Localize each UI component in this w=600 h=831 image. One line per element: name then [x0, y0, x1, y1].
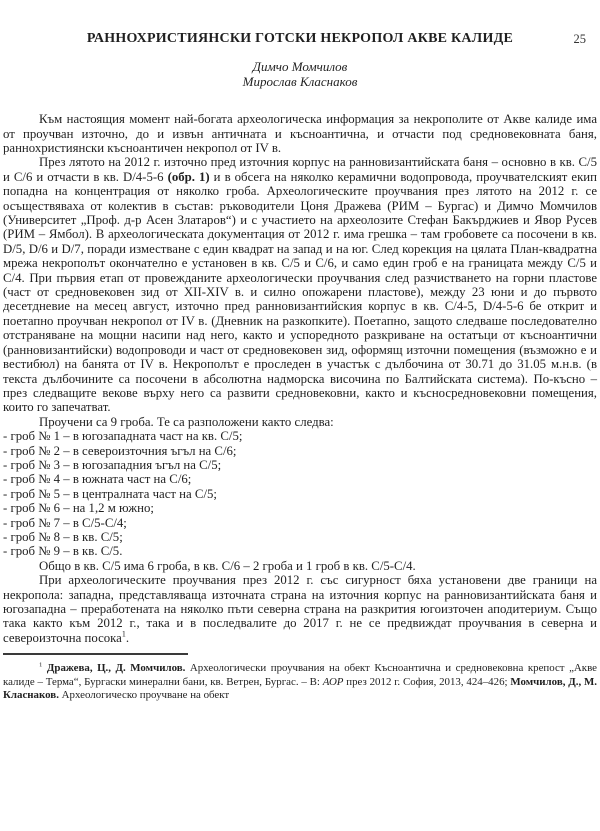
text-run: - гроб № 7 – в С/5-С/4;	[3, 515, 127, 530]
text-run: - гроб № 2 – в североизточния ъгъл на С/6;	[3, 443, 237, 458]
text-run: - гроб № 9 – в кв. С/5.	[3, 544, 123, 559]
text-run: - гроб № 3 – в югозападния ъгъл на С/5;	[3, 457, 222, 472]
body-paragraph	[3, 559, 597, 573]
grave-list-item	[3, 530, 597, 544]
text-run: Проучени са 9 гроба. Те са разположени както следва:	[39, 414, 334, 429]
page-number: 25	[573, 32, 586, 46]
text-run: през 2012 г. София, 2013, 424–426;	[343, 675, 511, 688]
text-run: - гроб № 5 – в централната част на С/5;	[3, 486, 217, 501]
footnote-text	[3, 662, 597, 703]
text-run: - гроб № 8 – в кв. С/5;	[3, 529, 123, 544]
text-run: През лятото на 2012 г. източно пред източния корпус на ранновизантийската баня – основно в кв. С/5 и С/6 и отчасти в кв. D/4-5-6	[3, 155, 597, 184]
text-run: Към настоящия момент най-богата археологическа информация за некрополите от Акве калиде има от проучван източно, до и извън античната и късноантична, и отчасти под средновековната баня, раннохристиянски късноантичен некропол от IV в.	[3, 112, 597, 155]
grave-list-item	[3, 429, 597, 443]
author-name: Мирослав Класнаков	[242, 73, 358, 89]
grave-list-item	[3, 444, 597, 458]
text-run: АОР	[322, 675, 344, 688]
article-title: РАННОХРИСТИЯНСКИ ГОТСКИ НЕКРОПОЛ АКВЕ КАЛИДЕ	[86, 31, 514, 46]
text-run: (обр. 1)	[167, 169, 210, 184]
article-body	[3, 112, 597, 645]
text-run: Момчилов, Д., М. Класнаков.	[3, 675, 597, 702]
text-run: Дражева, Ц., Д. Момчилов.	[46, 662, 186, 675]
body-paragraph	[3, 573, 597, 645]
author-name: Димчо Момчилов	[252, 59, 348, 74]
grave-list-item	[3, 516, 597, 530]
grave-list-item	[3, 487, 597, 501]
body-paragraph	[3, 155, 597, 414]
text-run: Общо в кв. С/5 има 6 гроба, в кв. С/6 – 2 гроба и 1 гроб в кв. С/5-С/4.	[39, 558, 416, 573]
grave-list-item	[3, 472, 597, 486]
grave-list-item	[3, 544, 597, 558]
text-run: .	[125, 630, 130, 645]
authors-block	[3, 60, 597, 89]
text-run: - гроб № 4 – в южната част на С/6;	[3, 472, 192, 487]
body-paragraph	[3, 112, 597, 155]
text-run: При археологическите проучвания през 2012 г. със сигурност бяха установени две граници на некропола: западна, представляваща източната страна на източния корпус на ранновизантийската баня и югозападна – преработената на няколко пъти северна страна на разкрития югоизточен аподитериум. Също така както към 2012 г., така и в последвалите до 2017 г. не се предвиждат проучвания в северна и североизточна посока	[3, 573, 597, 645]
text-run: Археологическо проучване на обект	[58, 689, 230, 702]
grave-list-item	[3, 458, 597, 472]
superscript-marker: 1	[121, 629, 126, 639]
grave-list-item	[3, 501, 597, 515]
text-run: - гроб № 1 – в югозападната част на кв. С/5;	[3, 429, 243, 444]
text-run: Археологически проучвания на обект Късноантична и средновековна крепост „Акве калиде – Терма“, Бургаски минерални бани, кв. Ветрен, Бургас. – В:	[3, 662, 597, 688]
document-page	[0, 31, 600, 831]
superscript-marker: 1	[39, 661, 43, 669]
text-run: - гроб № 6 – на 1,2 м южно;	[3, 501, 154, 516]
body-paragraph	[3, 415, 597, 429]
text-run: и в обсега на няколко керамични водопровода, проучвателският екип попадна на концентрация от няколко гроба. Археологическите проучвания през лятото на 2012 г. се осъществяваха от колектив в състав: ръководители Цоня Дражева (РИМ – Бургас) и Димчо Момчилов (Университет „Проф. д-р Асен Златаров“) и с участието на археолозите Стефан Бакърджиев и Явор Русев (РИМ – Ямбол). В археологическата документация от 2012 г. има грешка – там гробовете са посочени в кв. D/5, D/6 и D/7, поради изместване с един квадрат на запад и на юг. След корекция на цялата План-квадратна мрежа некрополът окончателно е установен в кв. С/5 и С/6, и само един гроб е на границата между С/5 и С/4. При първия етап от провежданите археологически проучвания след разчистването на горни пластове (част от средновековен зид от XII-XIV в. и силно опожарени пластове), между 23 юни и до първото десетдневие на месец август, източно пред ранновизантийския корпус в кв. С/4-5, D/4-5-6 бе открит и поетапно проучван некропол от IV в. (Дневник на разкопките). Поетапно, защото следваше последователно отстраняване на мощни насипи над него, както и успоредното разкриване на остатъци от късноантични (ранновизантийски) водопроводи и част от средновековен зид, оформящ източни помещения (възможно е и вестибюл) на банята от IV в. Некрополът е проследен в участък с дълбочина от 30.71 до 31.05 м.н.в. (в текста дълбочините са посочени в абсолютна надморска височина по Балтийската система). По-късно – през следващите векове върху него са развити средновековни, както и късносредновековни помещения, които го запечатват.	[3, 169, 598, 415]
footnote-separator	[3, 653, 188, 655]
